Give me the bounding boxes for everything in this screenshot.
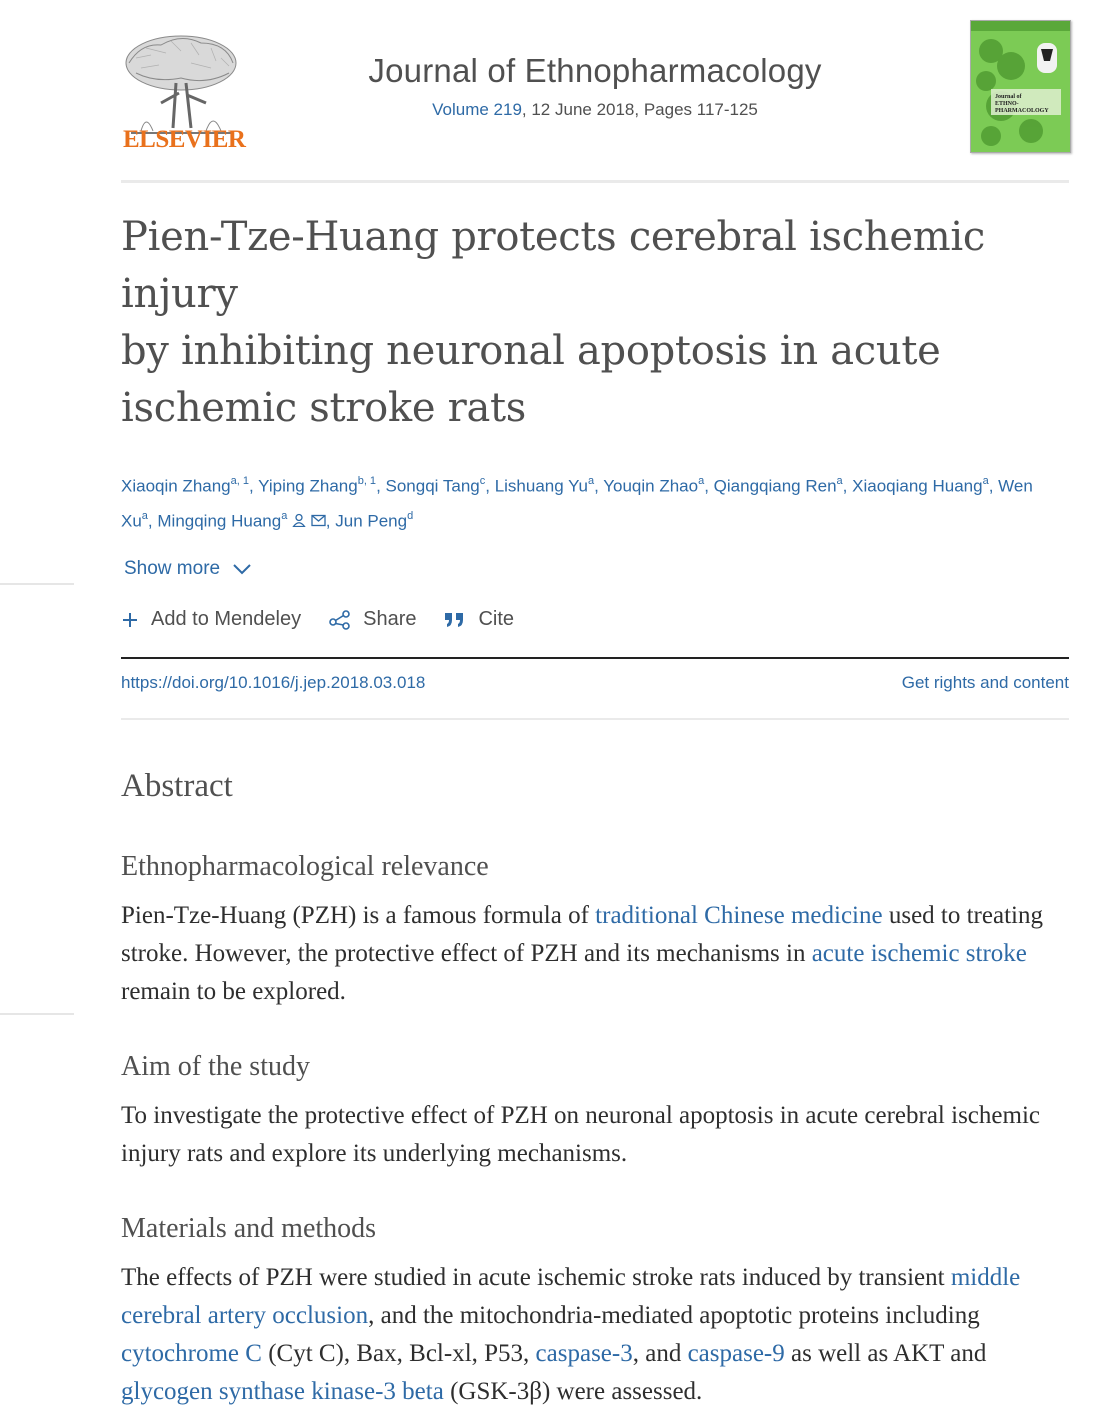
svg-text:Journal of: Journal of — [995, 94, 1022, 100]
share-icon — [329, 610, 351, 630]
keyword-link[interactable]: cytochrome C — [121, 1340, 262, 1368]
quote-icon — [444, 612, 466, 628]
body-text: as well as AKT and — [784, 1340, 987, 1368]
side-divider — [0, 1013, 74, 1015]
plus-icon — [121, 611, 139, 629]
author-affiliation[interactable]: a — [698, 475, 705, 487]
author-link[interactable]: Lishuang Yu — [494, 476, 588, 496]
body-text: Pien-Tze-Huang (PZH) is a famous formula of — [121, 902, 596, 930]
journal-info-block — [121, 52, 1069, 120]
author-link[interactable]: Xiaoqin Zhang — [121, 476, 231, 496]
show-more-label: Show more — [124, 558, 221, 580]
keyword-link[interactable]: traditional Chinese medicine — [595, 902, 883, 930]
add-to-mendeley-button[interactable] — [121, 608, 301, 631]
author-affiliation[interactable]: a — [587, 475, 595, 487]
author-affiliation[interactable]: a — [281, 509, 288, 522]
author-affiliation[interactable]: b, 1 — [357, 475, 377, 487]
journal-header — [121, 0, 1069, 183]
section-body — [121, 1259, 1069, 1411]
author-affiliation[interactable]: a — [982, 475, 989, 487]
author-affiliation[interactable]: a — [836, 475, 843, 487]
get-rights-link[interactable]: Get rights and content — [901, 673, 1069, 693]
author-affiliation[interactable]: a, 1 — [230, 475, 249, 487]
keyword-link[interactable]: glycogen synthase kinase-3 beta — [121, 1378, 444, 1406]
share-button[interactable] — [329, 608, 416, 631]
abstract-heading: Abstract — [121, 768, 233, 805]
article-title-line: by inhibiting neuronal apoptosis in acute — [121, 328, 941, 374]
keyword-link[interactable]: middle cerebral artery occlusion — [121, 1264, 1021, 1330]
article-title-line: Pien-Tze-Huang protects cerebral ischemic injury — [121, 214, 985, 317]
abstract-section — [121, 1213, 1069, 1411]
body-text: The effects of PZH were studied in acute ischemic stroke rats induced by transient — [121, 1264, 951, 1292]
body-text: (Cyt C), Bax, Bcl-xl, P53, — [261, 1340, 536, 1368]
author-affiliation[interactable]: c — [479, 475, 486, 487]
body-text: , and — [632, 1340, 688, 1368]
person-icon[interactable] — [292, 513, 306, 527]
keyword-link[interactable]: acute ischemic stroke — [811, 940, 1027, 968]
volume-link[interactable]: Volume 219 — [432, 100, 522, 119]
keyword-link[interactable]: caspase-3 — [535, 1340, 633, 1368]
publisher-name[interactable]: ELSEVIER — [123, 126, 246, 153]
author-link[interactable]: Wen Xu — [121, 476, 1033, 531]
author-link[interactable]: Mingqing Huang — [157, 511, 282, 531]
body-text: , and the mitochondria-mediated apoptotic proteins including — [368, 1302, 980, 1330]
show-more-toggle[interactable] — [124, 558, 1069, 580]
section-heading: Ethnopharmacological relevance — [121, 851, 489, 883]
abstract-section — [121, 851, 1069, 1011]
article-title — [121, 209, 1069, 437]
author-link[interactable]: Youqin Zhao — [603, 476, 699, 496]
cite-button[interactable] — [444, 608, 514, 631]
doi-link[interactable]: https://doi.org/10.1016/j.jep.2018.03.018 — [121, 673, 426, 693]
svg-text:ETHNO-: ETHNO- — [995, 101, 1019, 107]
author-link[interactable]: Xiaoqiang Huang — [852, 476, 983, 496]
author-link[interactable]: Yiping Zhang — [258, 476, 358, 496]
issue-details: , 12 June 2018, Pages 117-125 — [521, 100, 758, 119]
add-to-mendeley-label: Add to Mendeley — [151, 608, 302, 631]
author-link[interactable]: Songqi Tang — [385, 476, 480, 496]
article-title-line: ischemic stroke rats — [121, 385, 526, 431]
body-text: To investigate the protective effect of PZH on neuronal apoptosis in acute cerebral ischemic injury rats and explore its underlying mechanisms. — [121, 1102, 1040, 1168]
article-actions — [121, 608, 1069, 631]
side-divider — [0, 583, 74, 585]
doi-row — [121, 657, 1069, 720]
author-list: Xiaoqin Zhang$^{a, 1}$, Yiping Zhang$^{b, 1}$, Songqi Tang$^c$, Lishuang Yu$^a$, Youqin Zhao$^a$, Qiangqiang Ren$^a$, Xiaoqiang Huang$^a$, Wen Xu$^a$, Mingqing Huang$^a$ , Jun Peng$^d$ — [121, 475, 1033, 531]
journal-issue-info — [121, 100, 1069, 120]
author-link[interactable]: Jun Peng — [335, 511, 408, 531]
section-body — [121, 897, 1069, 1011]
journal-title[interactable]: Journal of Ethnopharmacology — [368, 52, 822, 89]
cite-label: Cite — [478, 608, 515, 631]
keyword-link[interactable]: caspase-9 — [687, 1340, 785, 1368]
chevron-down-icon — [232, 563, 252, 575]
body-text: used to treating stroke. However, the protective effect of PZH and its mechanisms in — [121, 902, 1043, 968]
author-affiliation[interactable]: d — [407, 509, 414, 522]
section-heading: Materials and methods — [121, 1213, 377, 1245]
author-link[interactable]: Qiangqiang Ren — [713, 476, 837, 496]
email-icon[interactable] — [311, 514, 326, 527]
journal-cover-image[interactable] — [970, 20, 1071, 153]
abstract-section — [121, 1051, 1069, 1173]
article-page — [121, 0, 1069, 1411]
author-affiliation[interactable]: a — [141, 509, 148, 522]
section-body — [121, 1097, 1069, 1173]
section-heading: Aim of the study — [121, 1051, 310, 1083]
body-text: remain to be explored. — [121, 978, 346, 1006]
svg-text:PHARMACOLOGY: PHARMACOLOGY — [995, 108, 1049, 114]
body-text: (GSK-3β) were assessed. — [443, 1378, 703, 1406]
share-label: Share — [363, 608, 417, 631]
